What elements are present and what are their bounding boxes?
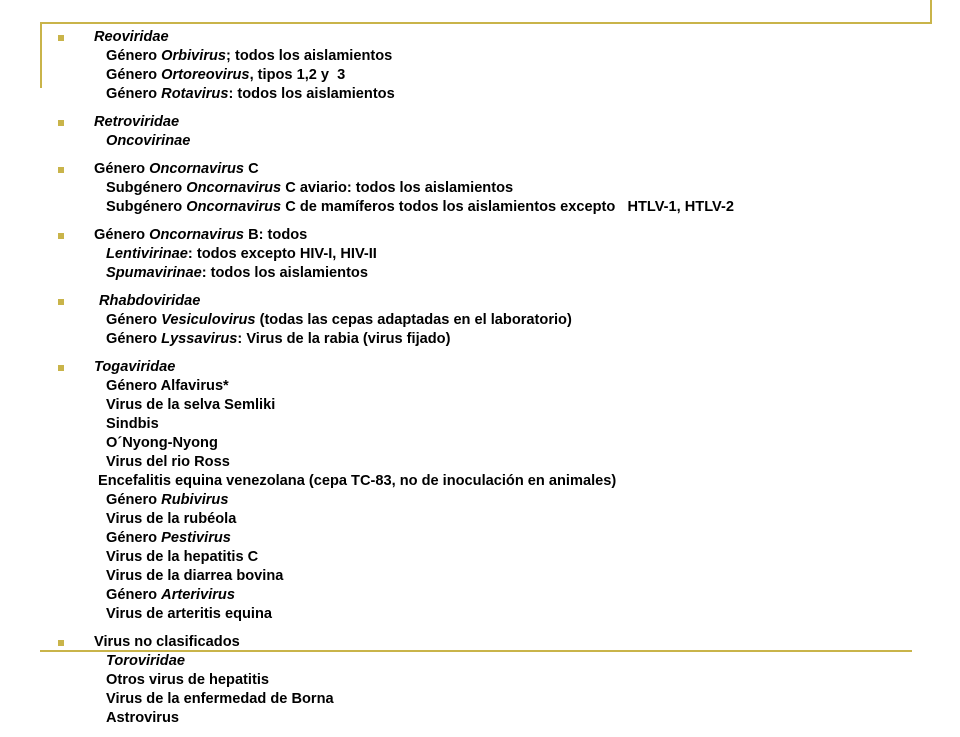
list-line: Subgénero Oncornavirus C aviario: todos los aislamientos — [106, 180, 514, 196]
list-line: Género Ortoreovirus, tipos 1,2 y 3 — [106, 67, 346, 83]
bullet-square-icon — [58, 167, 64, 173]
list-line: O´Nyong-Nyong — [106, 435, 218, 451]
list-line: Encefalitis equina venezolana (cepa TC-83, no de inoculación en animales) — [98, 473, 617, 489]
list-line: Virus del rio Ross — [106, 454, 230, 470]
bullet-square-icon — [58, 233, 64, 239]
list-line: Género Alfavirus* — [106, 378, 229, 394]
list-line: Género Lyssavirus: Virus de la rabia (virus fijado) — [106, 331, 451, 347]
list-line: Género Vesiculovirus (todas las cepas adaptadas en el laboratorio) — [106, 312, 572, 328]
group-heading: Retroviridae — [94, 114, 180, 130]
list-item-virus-no-clasificados — [58, 633, 938, 728]
decorative-right-rule — [930, 0, 932, 22]
list-line: Virus de la hepatitis C — [106, 549, 259, 565]
bullet-square-icon — [58, 35, 64, 41]
group-heading: Género Oncornavirus B: todos — [94, 227, 308, 243]
list-line: Oncovirinae — [106, 133, 191, 149]
list-line: Virus de arteritis equina — [106, 606, 272, 622]
list-line: Otros virus de hepatitis — [106, 672, 270, 688]
decorative-top-rule — [40, 22, 932, 24]
group-heading: Virus no clasificados — [94, 634, 240, 650]
list-line: Virus de la selva Semliki — [106, 397, 276, 413]
bullet-square-icon — [58, 365, 64, 371]
list-item-togaviridae — [58, 358, 938, 624]
list-line: Virus de la enfermedad de Borna — [106, 691, 334, 707]
list-line: Género Rotavirus: todos los aislamientos — [106, 86, 395, 102]
list-line: Astrovirus — [106, 710, 179, 726]
list-line: Virus de la rubéola — [106, 511, 237, 527]
list-line: Género Orbivirus; todos los aislamientos — [106, 48, 393, 64]
list-line: Spumavirinae: todos los aislamientos — [106, 265, 368, 281]
bullet-square-icon — [58, 640, 64, 646]
bullet-square-icon — [58, 120, 64, 126]
list-item-retroviridae — [58, 113, 938, 151]
bullet-square-icon — [58, 299, 64, 305]
virus-classification-list — [58, 28, 938, 737]
list-line: Lentivirinae: todos excepto HIV-I, HIV-II — [106, 246, 377, 262]
group-heading: Género Oncornavirus C — [94, 161, 259, 177]
list-line: Género Arterivirus — [106, 587, 235, 603]
list-line: Subgénero Oncornavirus C de mamíferos todos los aislamientos excepto HTLV-1, HTLV-2 — [106, 199, 734, 215]
group-heading: Togaviridae — [94, 359, 176, 375]
list-line: Virus de la diarrea bovina — [106, 568, 284, 584]
list-item-rhabdoviridae — [58, 292, 938, 349]
list-item-oncornavirus-b — [58, 226, 938, 283]
list-line: Género Rubivirus — [106, 492, 229, 508]
decorative-left-rule — [40, 22, 42, 88]
list-line: Toroviridae — [106, 653, 185, 669]
list-item-oncornavirus-c — [58, 160, 938, 217]
list-line: Sindbis — [106, 416, 159, 432]
list-item-reoviridae — [58, 28, 938, 104]
group-heading: Reoviridae — [94, 29, 169, 45]
list-line: Género Pestivirus — [106, 530, 231, 546]
group-heading: Rhabdoviridae — [99, 293, 201, 309]
